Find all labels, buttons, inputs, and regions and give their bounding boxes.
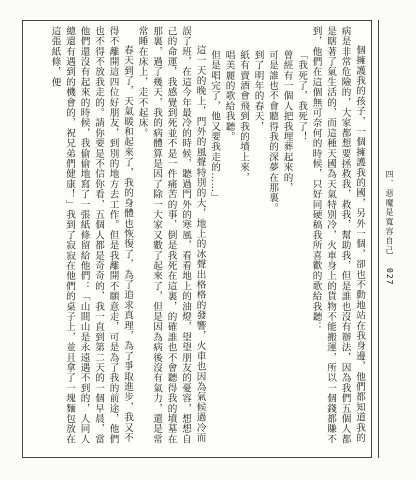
page-margin-strip [372,20,410,458]
verse-line-3: 可是誰也不會聽得我的深夢在那裏。 [267,50,278,214]
chapter-running-head: 四．惡魔是寬容自己 [385,170,394,256]
paragraph-opening: 個擁護我的孩子，一個擁護我的國，另外一個，卻也不動地站在我身邊，他們都知道我的病是非常危險的，大家都想要拯救我，救我，幫助我，但是誰也沒有辦法，因為我們五個人都是瞎著了氣生活的，而這種天國為天氣特別冷，火車身上的貨物不能搬運，所以一個錢都賺不到，他們在這個無可奈何的時候，只好同硬稿我所喜歡的歌給我聽： [310,26,365,445]
paragraph-cold-night: 這一天的晚上，門外的風聲特別的大，地上的冰聲出格格的發響，火車也因為氣候過冷而誤了班，在這今年最冷的時候，聽過門外的寒風，看看地上的油燈，望望朋友的憂容，想想自己的命運，我感覺到死並不是一件痛苦的事，倒是我死在這裏，的確誰也不會聽得我的墳墓在那裏，過了幾天，我的病體算是因了除一大家又數了起來了，但是因為病後沒有氣力，還是常常睡在床上，走不起床。 [136,26,206,445]
verse-line-7: 但是唱完了，他又要我走的……」 [209,50,220,203]
verse-line-5: 紙有賣酒會飛到我的墳上來， [238,50,249,183]
verse-line-6: 唱美麗的歌給我聽。 [223,50,235,142]
verse-line-4: 到了明年的春天， [252,50,264,132]
paragraph-spring: 春天到了，天氣暖和起來了，我的身體也恢復了，為了追求真理，為了爭取進步，我又不得不離開這四位好朋友，到別的地方去工作。但是我離開不願意走，可是為了我的前途，他們也不得不放我走的。請你要是不信你看，五個人都是奇奇的，我一直到第二天的一個早晨，當他們還沒有起來的時候，我偷偷地寫了一張紙條留給他們：「山間山是永遠遇不到的，人同人總還有遇到的機會的，祝兄弟們健康！」我到了寂寂在他們的桌子上，並且拿了一塊麵包放在這張紙條，便 [49,26,133,445]
body-text [30,26,366,450]
verse-line-1: 「我死了，我死了！ [296,50,307,142]
page-number: 027 [385,268,394,286]
margin-rule [378,20,379,458]
verse-line-2: 曾經有一個人把我埋葬起來的， [281,50,293,193]
